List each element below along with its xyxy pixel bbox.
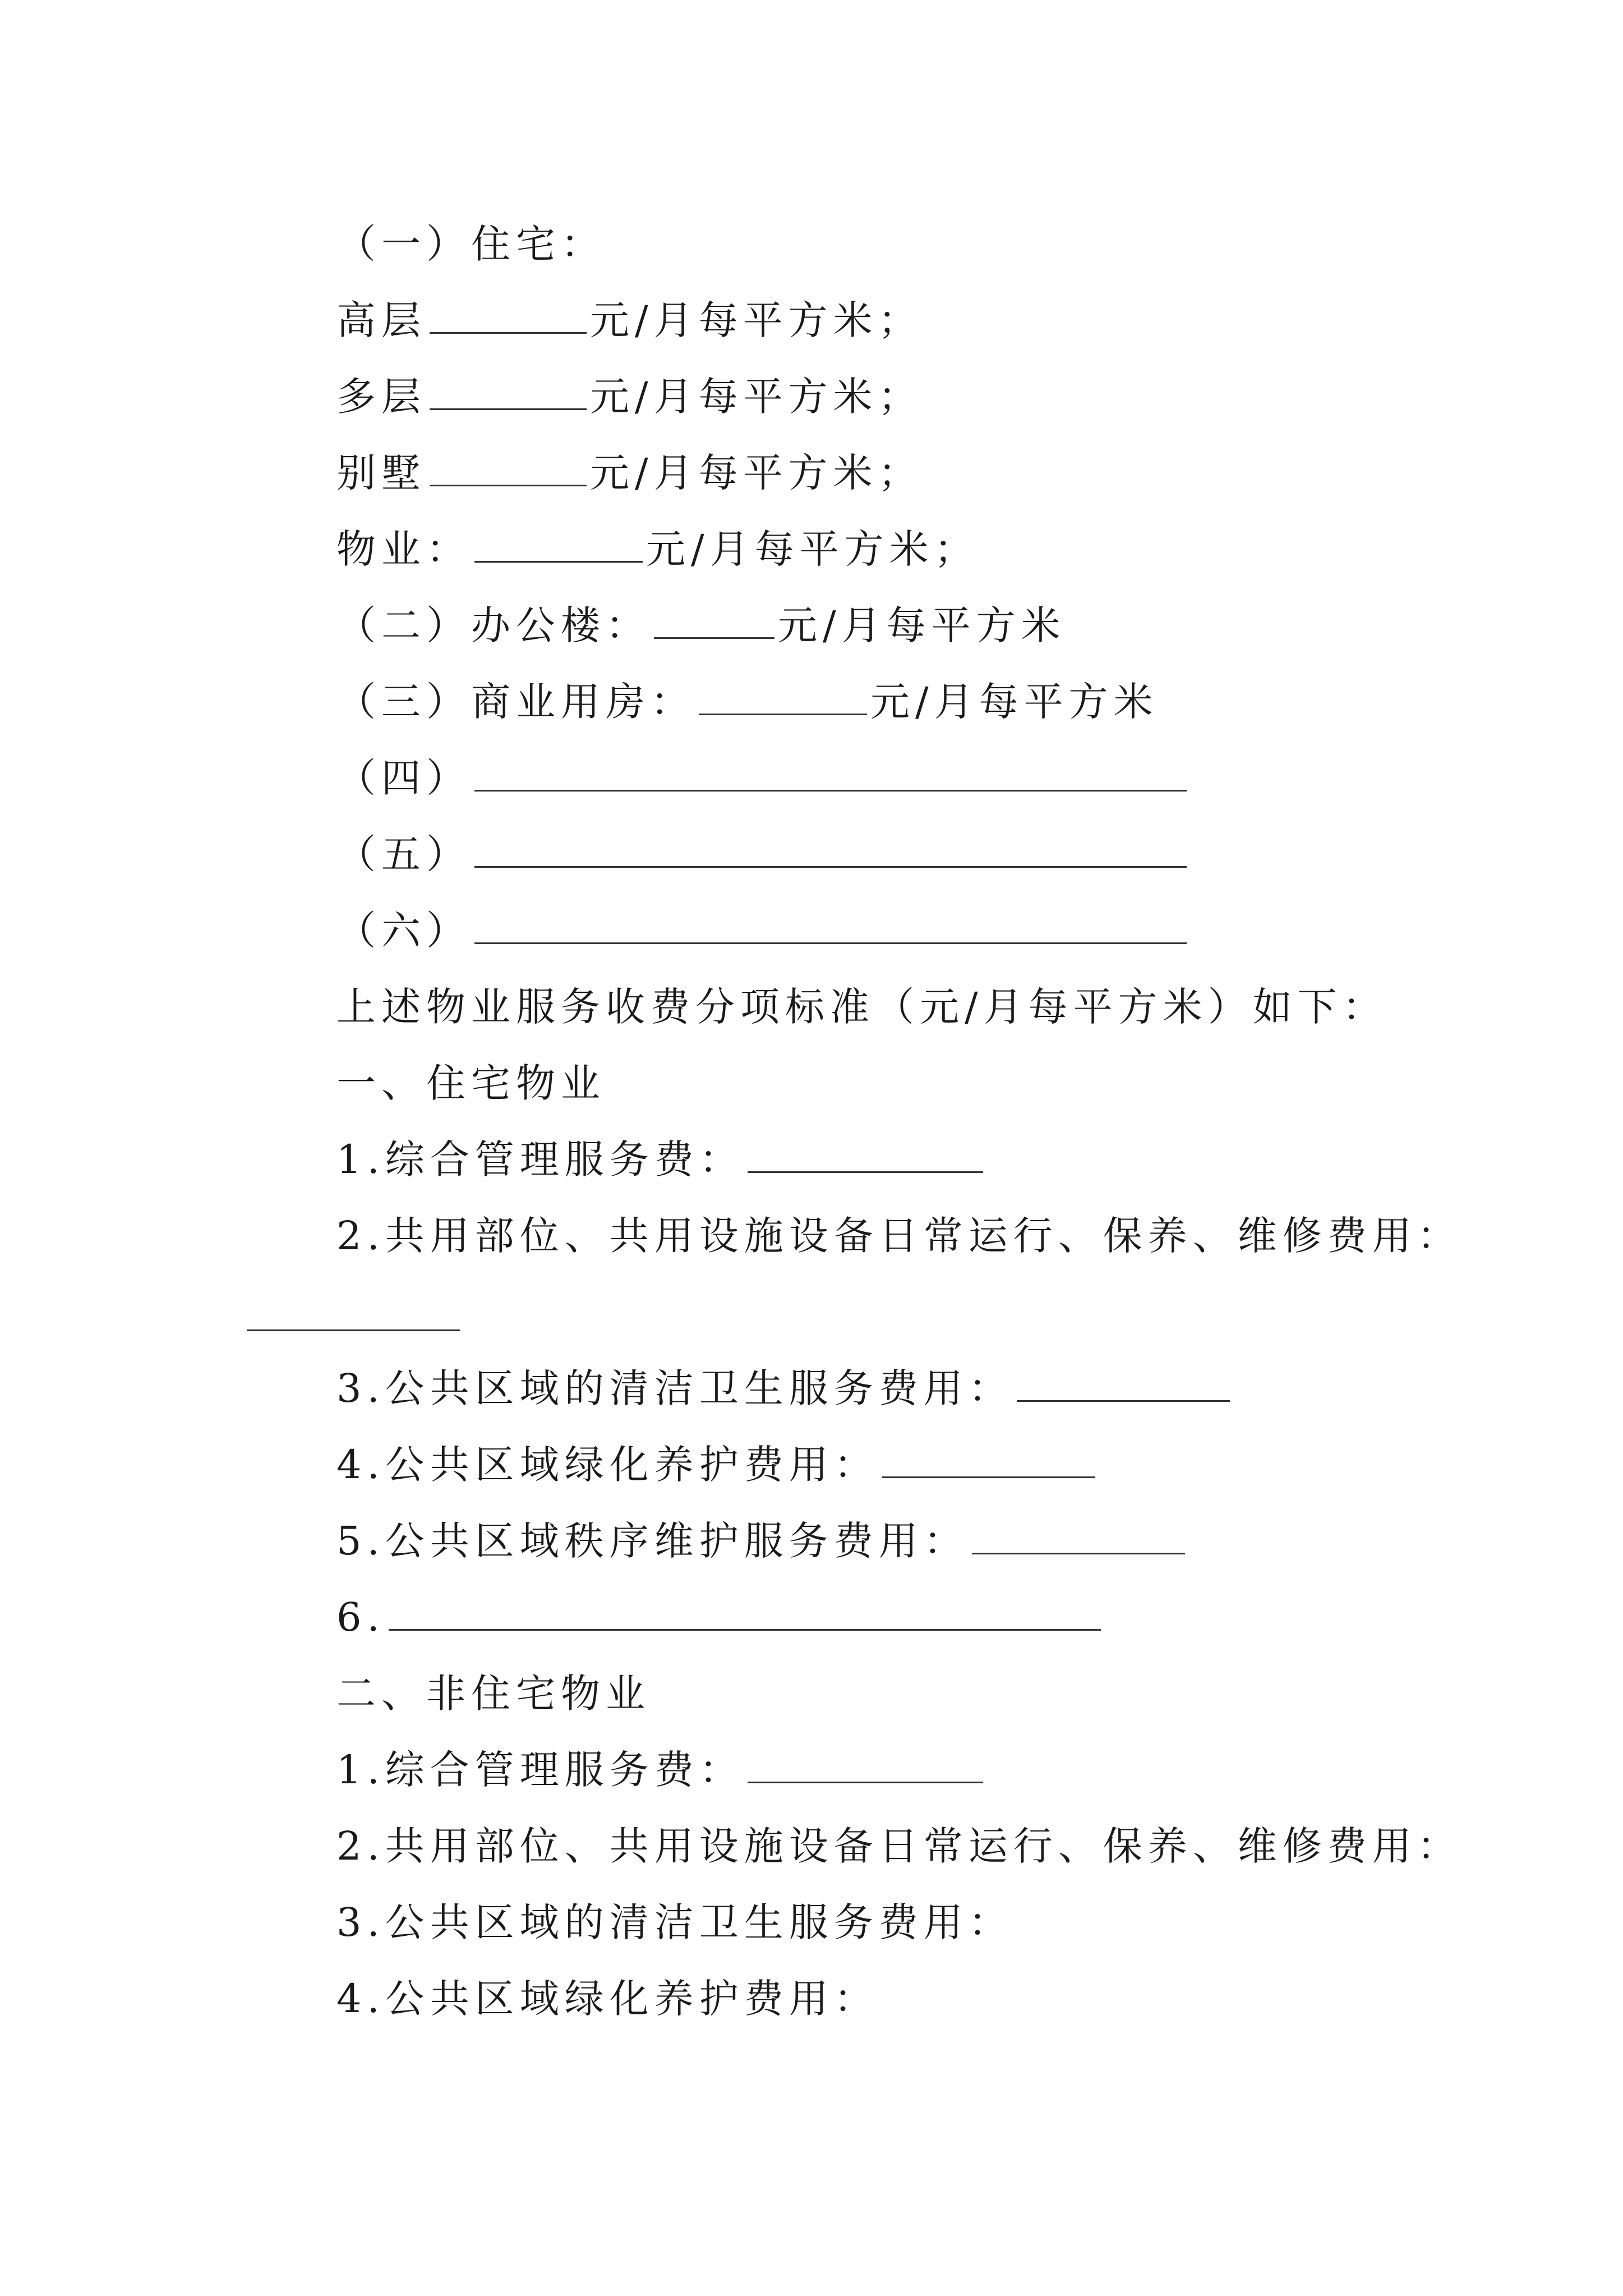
item-four — [336, 747, 1190, 809]
blank-field[interactable] — [474, 789, 1187, 792]
label: （二）办公楼： — [336, 602, 651, 648]
text: （一）住宅： — [336, 221, 606, 267]
blank-field[interactable] — [430, 332, 587, 334]
fee-line-commercial — [336, 671, 1159, 733]
section-nonresidential-property — [336, 1663, 651, 1724]
section-residential-property — [336, 1052, 606, 1114]
res-item-3 — [336, 1358, 1233, 1419]
blank-field[interactable] — [430, 484, 587, 486]
label: 6. — [336, 1594, 385, 1640]
fee-line-property — [336, 518, 979, 580]
nonres-item-3 — [336, 1892, 1013, 1953]
res-item-2 — [336, 1205, 1462, 1267]
unit: 元/月每平方米 — [870, 679, 1159, 725]
blank-field[interactable] — [474, 866, 1187, 868]
label: 4.公共区域绿化养护费用： — [336, 1442, 879, 1488]
label: 4.公共区域绿化养护费用： — [336, 1976, 879, 2022]
item-five — [336, 823, 1190, 885]
nonres-item-1 — [336, 1739, 986, 1801]
label: 3.公共区域的清洁卫生服务费用： — [336, 1899, 1013, 1945]
unit: 元/月每平方米 — [778, 602, 1066, 648]
blank-field[interactable] — [972, 1552, 1185, 1554]
res-item-4 — [336, 1434, 1099, 1496]
fee-line-highrise — [336, 289, 923, 351]
label: 5.公共区域秩序维护服务费用： — [336, 1518, 969, 1564]
label: 多层 — [336, 374, 426, 420]
section-residential-heading — [336, 213, 606, 275]
text: 一、住宅物业 — [336, 1060, 606, 1106]
fee-line-office — [336, 595, 1066, 656]
blank-field[interactable] — [430, 408, 587, 410]
item-six — [336, 900, 1190, 961]
blank-field[interactable] — [748, 1171, 983, 1173]
label: （六） — [336, 908, 471, 954]
label: （四） — [336, 755, 471, 801]
fee-line-multistory — [336, 366, 923, 427]
text: 上述物业服务收费分项标准（元/月每平方米）如下： — [336, 984, 1387, 1030]
text: 二、非住宅物业 — [336, 1671, 651, 1717]
blank-field[interactable] — [389, 1628, 1101, 1631]
label: 2.共用部位、共用设施设备日常运行、保养、维修费用： — [336, 1213, 1462, 1259]
label: （三）商业用房： — [336, 679, 695, 725]
unit: 元/月每平方米； — [590, 297, 923, 343]
blank-field[interactable] — [474, 560, 643, 563]
label: 别墅 — [336, 450, 426, 496]
blank-field[interactable] — [748, 1781, 983, 1783]
label: 物业： — [336, 526, 471, 572]
res-item-1 — [336, 1129, 986, 1190]
blank-field[interactable] — [882, 1476, 1095, 1478]
res-item-2-blank[interactable] — [247, 1329, 460, 1331]
label: 1.综合管理服务费： — [336, 1747, 744, 1793]
fee-line-villa — [336, 442, 923, 504]
blank-field[interactable] — [699, 713, 867, 715]
blank-field[interactable] — [474, 942, 1187, 944]
res-item-5 — [336, 1510, 1188, 1572]
blank-field[interactable] — [654, 637, 774, 639]
label: 1.综合管理服务费： — [336, 1137, 744, 1182]
blank-field[interactable] — [1017, 1400, 1230, 1402]
nonres-item-4 — [336, 1968, 879, 2030]
nonres-item-2 — [336, 1815, 1462, 1877]
label: 3.公共区域的清洁卫生服务费用： — [336, 1365, 1013, 1411]
res-item-6 — [336, 1586, 1104, 1648]
unit: 元/月每平方米； — [590, 450, 923, 496]
unit: 元/月每平方米； — [646, 526, 979, 572]
breakdown-intro — [336, 976, 1387, 1038]
label: 高层 — [336, 297, 426, 343]
label: （五） — [336, 831, 471, 877]
label: 2.共用部位、共用设施设备日常运行、保养、维修费用： — [336, 1823, 1462, 1869]
unit: 元/月每平方米； — [590, 374, 923, 420]
